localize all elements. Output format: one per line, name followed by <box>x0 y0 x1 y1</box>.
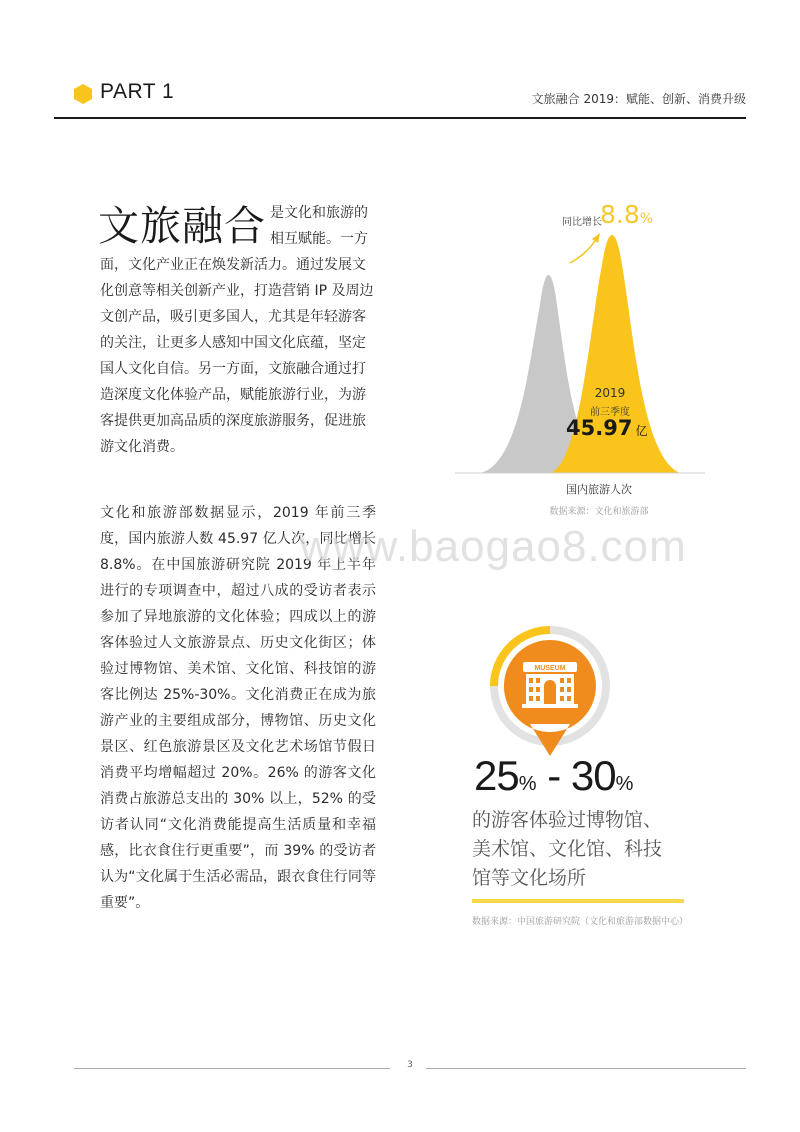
caption-underline <box>472 899 684 903</box>
range-dash: - <box>547 752 561 799</box>
visitor-chart <box>450 195 710 485</box>
museum-caption: 的游客体验过博物馆、美术馆、文化馆、科技馆等文化场所 <box>472 809 663 889</box>
growth-value <box>600 200 653 229</box>
growth-arrow-icon <box>570 239 596 263</box>
header-subtitle: 文旅融合 2019：赋能、创新、消费升级 <box>531 92 746 106</box>
chart-source: 数据来源：文化和旅游部 <box>549 507 649 517</box>
intro-paragraph <box>100 200 376 460</box>
hexagon-icon <box>74 84 92 104</box>
range-high: 30 <box>570 752 616 799</box>
intro-text: 是文化和旅游的相互赋能。一方面，文化产业正在焕发新活力。通过发展文化创意等相关创新产业，打造营销 IP 及周边文创产品，吸引更多国人，尤其是年轻游客的关注，让更多人感知中国文化底蕴，坚定国人文化自信。另一方面，文旅融合通过打造深度文化体验产品，赋能旅游行业，为游客提供更加高品质的深度旅游服务，促进旅游文化消费。 <box>100 205 374 455</box>
chart-year-label: 2019 <box>594 386 626 400</box>
chart-period-label: 前三季度 <box>590 407 630 418</box>
range-low-pct: % <box>518 773 537 795</box>
range-low: 25 <box>474 752 519 799</box>
growth-unit: % <box>639 211 654 227</box>
chart-xaxis-label: 国内旅游人次 <box>566 483 632 496</box>
visitors-value <box>566 416 647 440</box>
range-high-pct: % <box>615 773 634 795</box>
footer-divider-left <box>74 1068 390 1069</box>
visitors-unit: 亿 <box>635 424 648 438</box>
growth-label: 同比增长 <box>562 217 602 228</box>
header-divider <box>54 117 746 119</box>
intro-lead-word: 文旅融合 <box>98 202 266 250</box>
museum-pin-graphic <box>470 606 630 766</box>
museum-source: 数据来源：中国旅游研究院（文化和旅游部数据中心） <box>472 917 689 927</box>
body-paragraph: 文化和旅游部数据显示，2019 年前三季度，国内旅游人数 45.97 亿人次，同比增长 8.8%。在中国旅游研究院 2019 年上半年进行的专项调查中，超过八成的受访者表示参加了异地旅游的文化体验；四成以上的游客体验过人文旅游景点、历史文化街区；体验过博物馆、美术馆、文化馆、科技馆的游客比例达 25%-30%。文化消费正在成为旅游产业的主要组成部分，博物馆、历史文化景区、红色旅游景区及文化艺术场馆节假日消费平均增幅超过 20%。26% 的游客文化消费占旅游总支出的 30% 以上，52% 的受访者认同“文化消费能提高生活质量和幸福感，比衣食住行更重要”，而 39% 的受访者认为“文化属于生活必需品，跟衣食住行同等重要”。 <box>100 505 376 911</box>
museum-sign-text: MUSEUM <box>534 665 566 672</box>
part-title: PART 1 <box>100 80 175 103</box>
growth-arrowhead-icon <box>592 233 600 243</box>
percentage-range <box>474 752 633 800</box>
footer-divider-right <box>426 1068 746 1069</box>
watermark: www.baogao8.com <box>300 522 687 571</box>
visitors-number: 45.97 <box>566 416 633 440</box>
growth-number: 8.8 <box>600 200 640 229</box>
page-number: 3 <box>407 1060 413 1070</box>
